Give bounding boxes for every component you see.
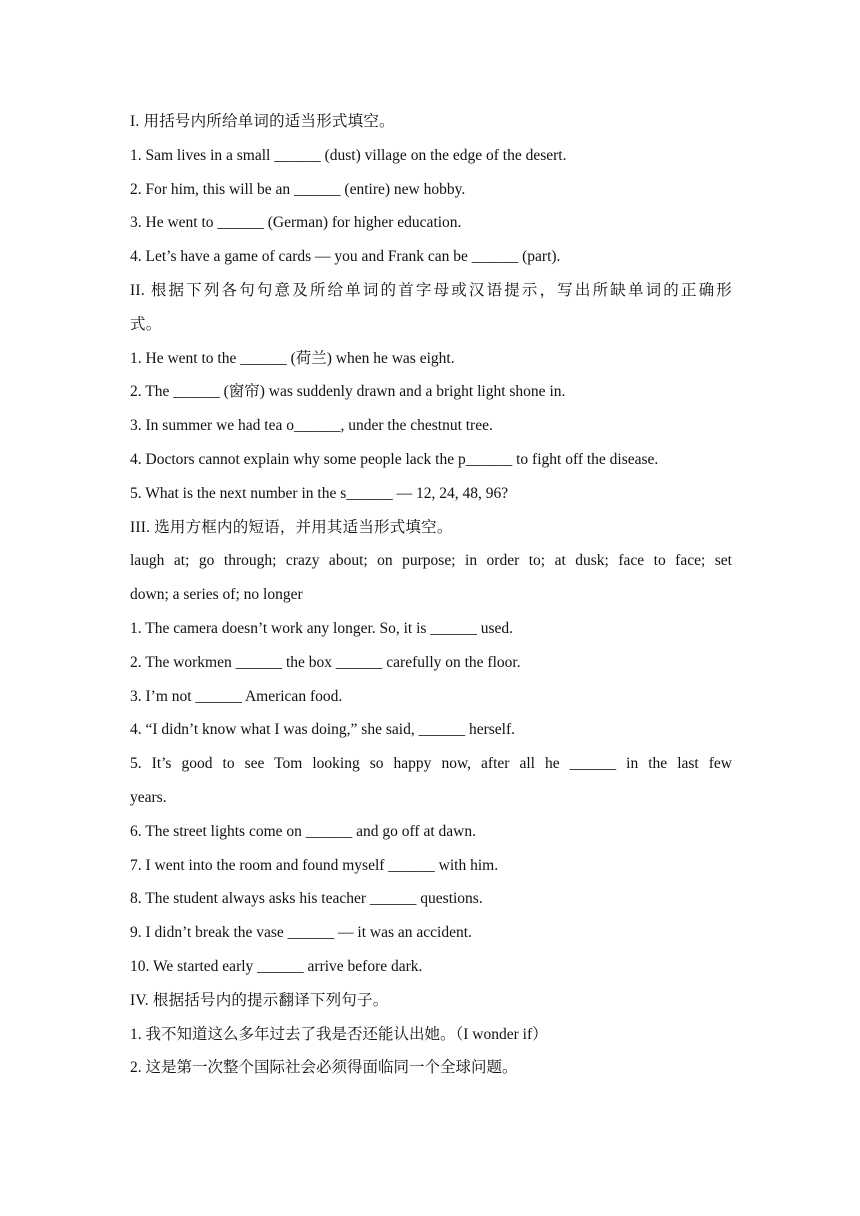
section-3-item-7: 7. I went into the room and found myself ______ with him.: [130, 856, 499, 874]
section-3-item-2: 2. The workmen ______ the box ______ carefully on the floor.: [130, 653, 521, 671]
section-1-item-3: 3. He went to ______ (German) for higher education.: [130, 214, 462, 232]
section-1-item-4: 4. Let’s have a game of cards — you and Frank can be ______ (part).: [130, 248, 561, 266]
phrase-list-continued: down; a series of; no longer: [130, 586, 303, 604]
section-1-item-1: 1. Sam lives in a small ______ (dust) village on the edge of the desert.: [130, 146, 567, 164]
phrase-list: laugh at; go through; crazy about; on purpose; in order to; at dusk; face to face; set: [130, 552, 732, 570]
section-3-item-5: 5. It’s good to see Tom looking so happy now, after all he ______ in the last few: [130, 755, 732, 773]
section-2-item-1: 1. He went to the ______ (荷兰) when he was eight.: [130, 349, 455, 367]
section-3-item-4: 4. “I didn’t know what I was doing,” she said, ______ herself.: [130, 721, 515, 739]
section-3-item-1: 1. The camera doesn’t work any longer. So, it is ______ used.: [130, 619, 513, 637]
section-3-item-3: 3. I’m not ______ American food.: [130, 687, 343, 705]
section-3-item-9: 9. I didn’t break the vase ______ — it was an accident.: [130, 924, 472, 942]
section-2-item-2: 2. The ______ (窗帘) was suddenly drawn and a bright light shone in.: [130, 383, 566, 401]
section-3-item-5-continued: years.: [130, 788, 167, 806]
section-3-item-8: 8. The student always asks his teacher ______ questions.: [130, 890, 483, 908]
section-3-item-10: 10. We started early ______ arrive before dark.: [130, 957, 423, 975]
section-1-item-2: 2. For him, this will be an ______ (entire) new hobby.: [130, 180, 466, 198]
section-4-item-2: 2. 这是第一次整个国际社会必须得面临同一个全球问题。: [130, 1059, 518, 1077]
section-2-item-4: 4. Doctors cannot explain why some people lack the p______ to fight off the disease.: [130, 450, 659, 468]
section-1-heading: I. 用括号内所给单词的适当形式填空。: [130, 113, 395, 130]
section-2-item-3: 3. In summer we had tea o______, under the chestnut tree.: [130, 417, 493, 435]
worksheet: [130, 105, 732, 1085]
section-3-item-6: 6. The street lights come on ______ and go off at dawn.: [130, 822, 476, 840]
section-4-item-1: 1. 我不知道这么多年过去了我是否还能认出她。（I wonder if）: [130, 1025, 548, 1043]
section-4-heading: IV. 根据括号内的提示翻译下列句子。: [130, 991, 389, 1009]
section-2-item-5: 5. What is the next number in the s______ — 12, 24, 48, 96?: [130, 484, 509, 502]
section-2-heading-continued: 式。: [130, 315, 162, 333]
section-3-heading: III. 选用方框内的短语，并用其适当形式填空。: [130, 518, 453, 536]
section-2-heading: II. 根据下列各句句意及所给单词的首字母或汉语提示，写出所缺单词的正确形: [130, 281, 732, 299]
